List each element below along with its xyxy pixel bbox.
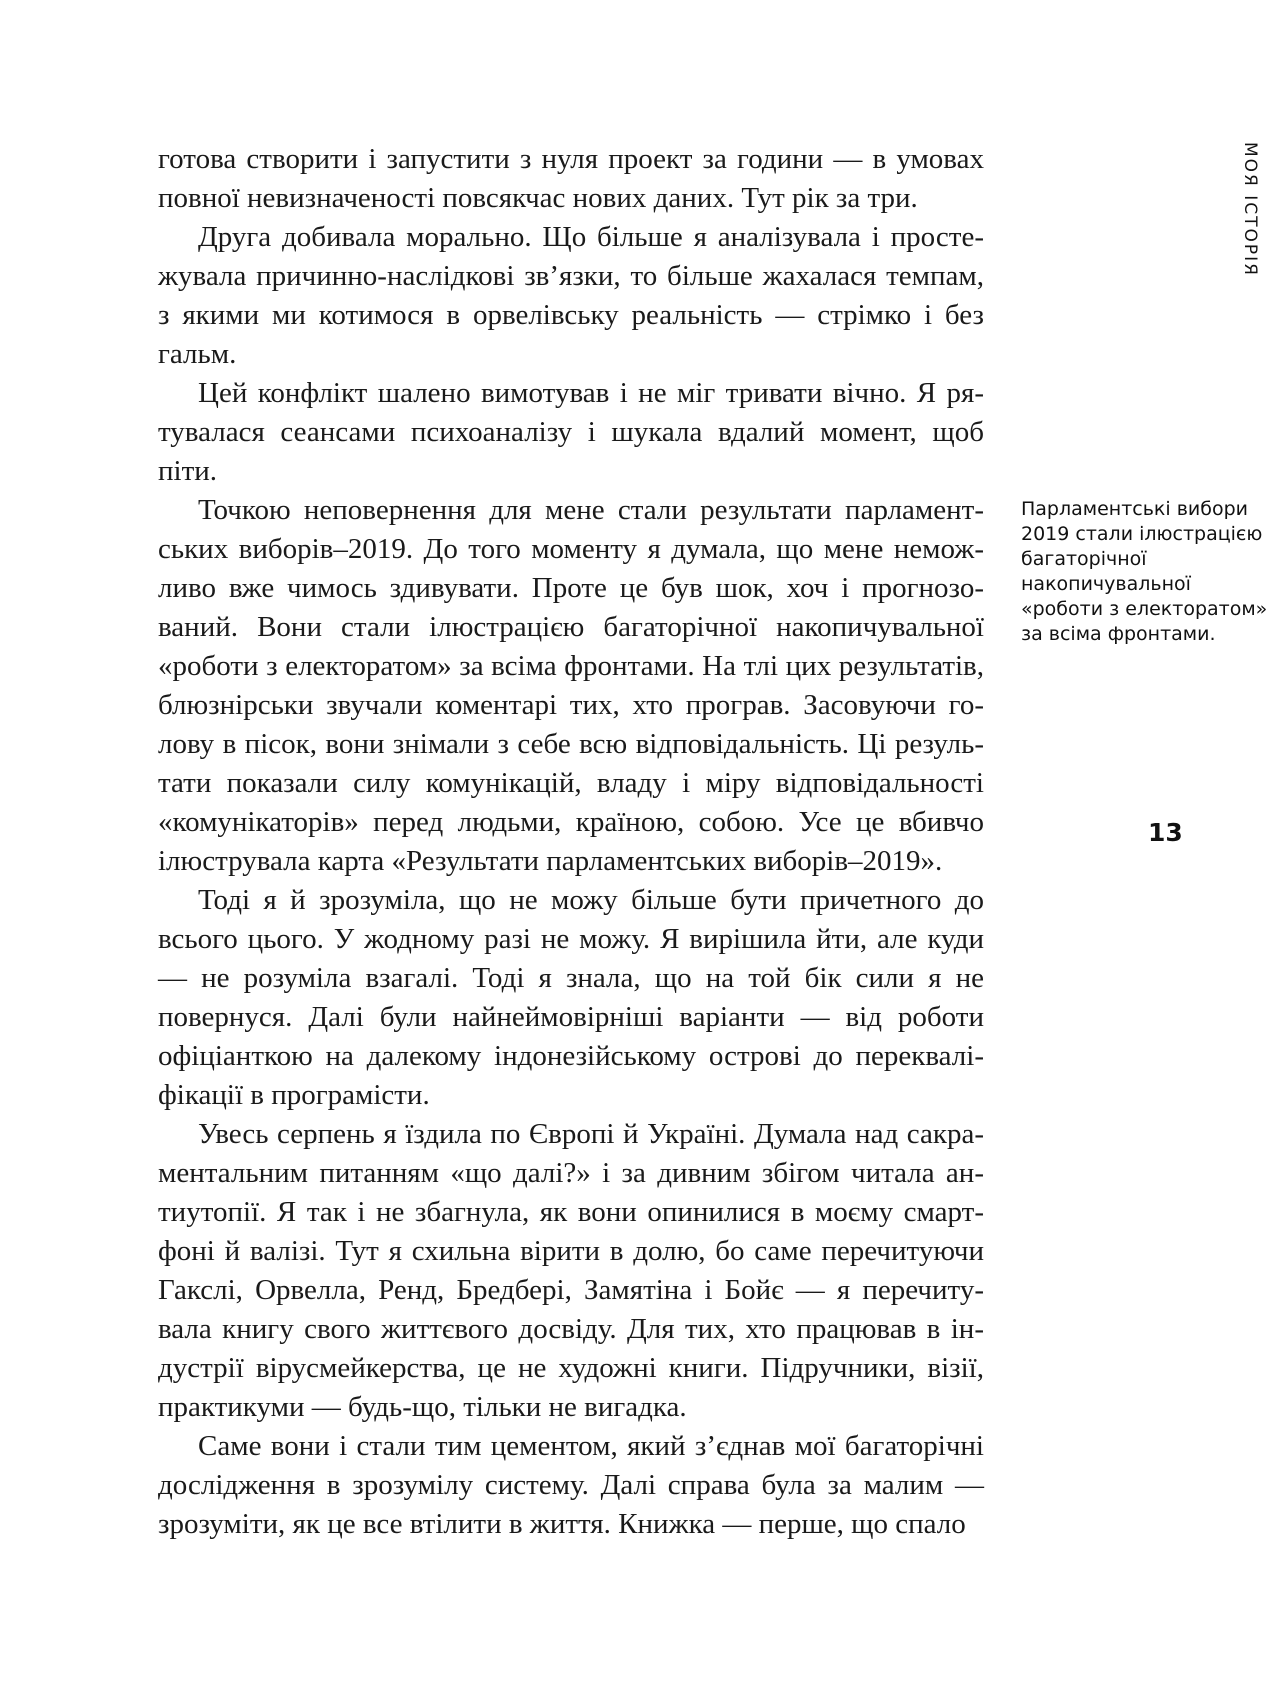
paragraph: готова створити і запустити з нуля проект за години — в умовах повної невизначеності повсякчас нових даних. Тут рік за три. — [158, 143, 984, 214]
margin-note-line: 2019 стали ілюстрацією — [1021, 523, 1263, 545]
paragraph: Цей конфлікт шалено вимотував і не міг тривати вічно. Я рятувалася сеансами психоаналізу і шукала вдалий момент, щоб піти. — [158, 377, 984, 487]
margin-note — [1021, 497, 1268, 647]
paragraph: Тоді я й зрозуміла, що не можу більше бути причетного до всього цього. У жодному разі не можу. Я вирішила йти, але куди — не розуміла взагалі. Тоді я знала, що на той бік сили я не повернуся. Далі були найнеймовірніші варіанти — від роботи офіціанткою на далекому індонезійському острові до перекваліфікації в програмісти. — [158, 884, 984, 1111]
margin-note-line: «роботи з електоратом» — [1021, 598, 1268, 620]
margin-note-line: накопичувальної — [1021, 573, 1191, 595]
margin-note-line: Парламентські вибори — [1021, 498, 1249, 520]
body-text — [158, 140, 984, 1544]
margin-note-line: багаторічної — [1021, 548, 1147, 570]
margin-note-line: за всіма фронтами. — [1021, 623, 1216, 645]
paragraph: Точкою неповернення для мене стали результати парламентських виборів–2019. До того моменту я думала, що мене неможливо вже чимось здивувати. Проте це був шок, хоч і прогнозований. Вони стали ілюстрацією багаторічної накопичувальної «роботи з електоратом» за всіма фронтами. На тлі цих результатів, блюзнірськи звучали коментарі тих, хто програв. Засовуючи голову в пісок, вони знімали з себе всю відповідальність. Ці результати показали силу комунікацій, владу і міру відповідальності «комунікаторів» перед людьми, країною, собою. Усе це вбивчо ілюструвала карта «Результати парламентських виборів–2019». — [158, 494, 984, 877]
running-head: МОЯ ІСТОРІЯ — [1240, 142, 1260, 277]
paragraph: Саме вони і стали тим цементом, який з’єднав мої багаторічні дослідження в зрозумілу систему. Далі справа була за малим — зрозуміти, як це все втілити в життя. Книжка — перше, що спало — [158, 1430, 984, 1540]
paragraph: Друга добивала морально. Що більше я аналізувала і простежувала причинно-наслідкові зв’язки, то більше жахалася темпам, з якими ми котимося в орвелівську реальність — стрімко і без гальм. — [158, 221, 984, 370]
paragraph: Увесь серпень я їздила по Європі й Україні. Думала над сакраментальним питанням «що далі?» і за дивним збігом читала антиутопії. Я так і не збагнула, як вони опинилися в моєму смартфоні й валізі. Тут я схильна вірити в долю, бо саме перечитуючи Гакслі, Орвелла, Ренд, Бредбері, Замятіна і Бойє — я перечитувала книгу свого життєвого досвіду. Для тих, хто працював в індустрії вірусмейкерства, це не художні книги. Підручники, візії, практикуми — будь-що, тільки не вигадка. — [158, 1118, 984, 1423]
page-number: 13 — [1148, 818, 1183, 847]
